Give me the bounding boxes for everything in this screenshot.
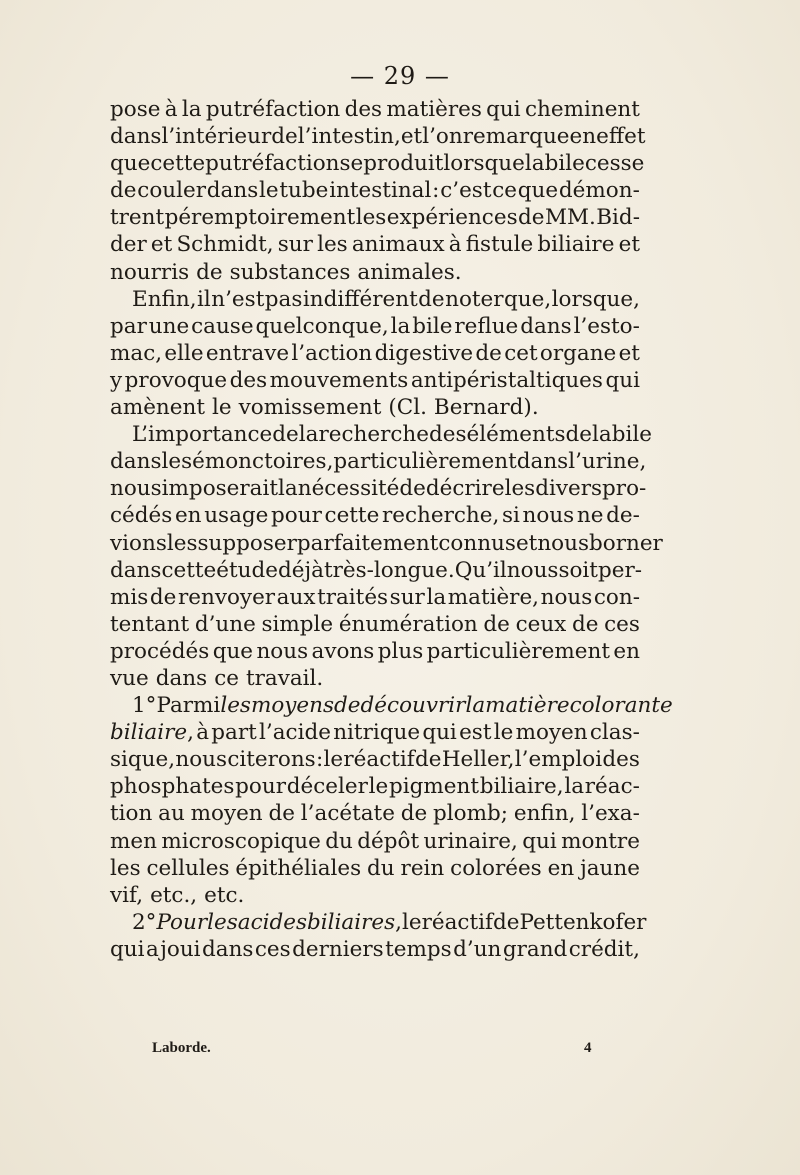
page-number: — 29 — <box>350 62 450 90</box>
text-line: Enfin, il n’est pas indifférent de noter que, lorsque, <box>132 286 640 312</box>
text-line: vue dans ce travail. <box>110 665 324 691</box>
text-line: trent péremptoirement les expériences de MM. Bid- <box>110 205 640 231</box>
text-line: qui a joui dans ces derniers temps d’un grand crédit, <box>110 936 640 962</box>
text-line: amènent le vomissement (Cl. Bernard). <box>110 395 539 421</box>
text-line: pose à la putréfaction des matières qui cheminent <box>110 97 640 122</box>
text-line: phosphates pour déceler le pigment biliaire, la réac- <box>110 774 640 800</box>
text-line: de couler dans le tube intestinal : c’est ce que démon- <box>110 178 640 204</box>
text-line: tion au moyen de l’acétate de plomb; enfin, l’exa- <box>110 801 640 827</box>
text-line: par une cause quelconque, la bile reflue dans l’esto- <box>110 313 640 339</box>
text-line: les cellules épithéliales du rein colorées en jaune <box>110 855 640 881</box>
text-line: men microscopique du dépôt urinaire, qui montre <box>110 828 640 854</box>
footer-sheet-number: 4 <box>584 1040 592 1056</box>
text-line: mis de renvoyer aux traités sur la matière, nous con- <box>110 584 640 610</box>
text-line: tentant d’une simple énumération de ceux de ces <box>110 611 640 637</box>
text-line: procédés que nous avons plus particulièrement en <box>110 638 640 664</box>
text-line: biliaire, à part l’acide nitrique qui est le moyen clas- <box>110 720 640 746</box>
text-line: der et Schmidt, sur les animaux à fistule biliaire et <box>110 232 640 258</box>
body-text <box>110 96 673 963</box>
text-line: L’importance de la recherche des éléments de la bile <box>132 422 652 448</box>
text-line: 1° Parmi les moyens de découvrir la matière colorante <box>132 693 673 719</box>
text-line: que cette putréfaction se produit lorsque la bile cesse <box>110 151 645 177</box>
text-line: nous imposerait la nécessité de décrire les divers pro- <box>110 476 647 502</box>
text-line: vif, etc., etc. <box>110 882 245 908</box>
text-line: cédés en usage pour cette recherche, si nous ne de- <box>110 503 640 529</box>
text-line: dans cette étude déjà très-longue. Qu’il nous soit per- <box>110 557 642 583</box>
text-line: y provoque des mouvements antipéristaltiques qui <box>110 367 640 393</box>
text-line: 2° Pour les acides biliaires, le réactif de Pettenkofer <box>132 909 647 935</box>
footer-signature: Laborde. <box>152 1040 211 1056</box>
text-line: sique, nous citerons : le réactif de Heller, l’emploi des <box>110 747 640 773</box>
text-line: da ns les émonctoires, particulièrement dans l’urine, <box>110 449 647 475</box>
text-line: mac, elle entrave l’action digestive de cet organe et <box>110 340 640 366</box>
text-line: dans l’intérieur de l’intestin, et l’on remarque en effet <box>110 124 646 150</box>
text-line: nourris de substances animales. <box>110 259 462 285</box>
text-line: vions les supposer parfaitement connus et nous borner <box>110 530 663 556</box>
